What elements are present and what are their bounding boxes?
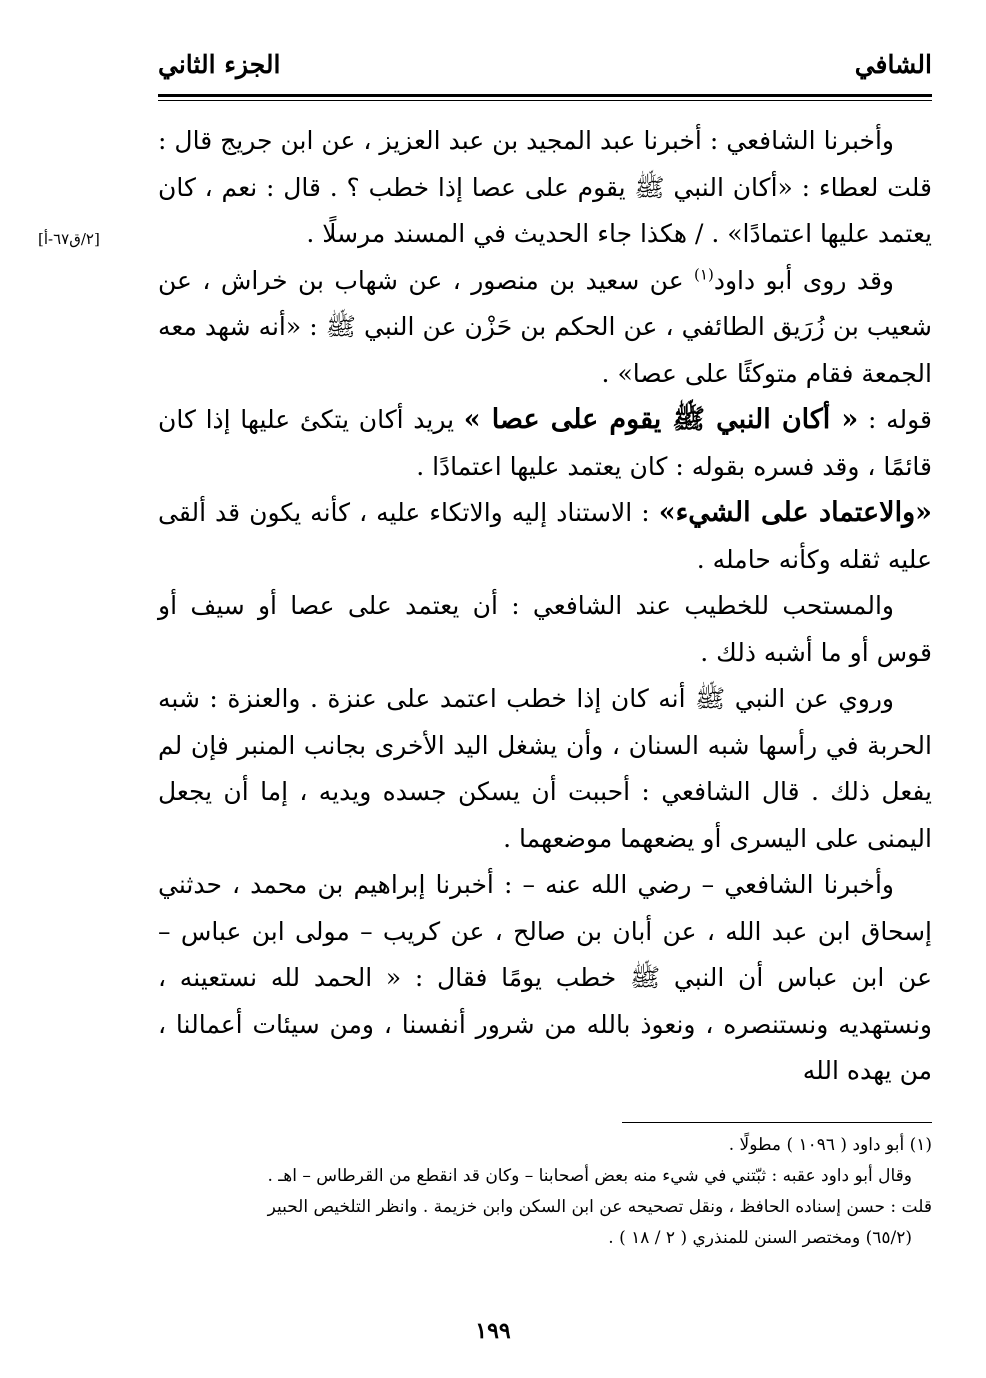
paragraph-6-text: وروي عن النبي ﷺ أنه كان إذا خطب اعتمد على عنزة . والعنزة : شبه الحربة في رأسها شبه السنان ، وأن يشغل اليد الأخرى بجانب المنبر فإن لم يفعل ذلك . قال الشافعي : أحببت أن يسكن جسده ويديه ، إما أن يجعل اليمنى على اليسرى أو يضعهما موضعهما . xyxy=(158,684,932,853)
paragraph-6 xyxy=(158,676,932,862)
footnote-1-line-4: (٦٥/٢) ومختصر السنن للمنذري ( ٢ / ١٨ ) . xyxy=(608,1228,912,1248)
footnote-1-line-2: وقال أبو داود عقبه : ثبّتني في شيء منه بعض أصحابنا – وكان قد انقطع من القرطاس – اهـ . xyxy=(267,1166,912,1186)
page-number: ١٩٩ xyxy=(475,1318,511,1344)
paragraph-2-text-b: عن سعيد بن منصور ، عن شهاب بن خراش ، عن شعيب بن زُرَيق الطائفي ، عن الحكم بن حَزْن عن النبي ﷺ : «أنه شهد معه الجمعة فقام متوكئًا على عصا» . xyxy=(158,265,932,388)
footnote-separator xyxy=(622,1122,932,1123)
main-text xyxy=(158,118,932,1095)
paragraph-7 xyxy=(158,862,932,1095)
paragraph-3-quoted-phrase: « أكان النبي ﷺ يقوم على عصا » xyxy=(463,404,859,435)
paragraph-3-text-b: يريد أكان يتكئ عليها إذا كان قائمًا ، وقد فسره بقوله : كان يعتمد عليها اعتمادًا . xyxy=(158,405,932,481)
footnotes xyxy=(158,1130,932,1254)
footnote-reference[interactable]: (١) xyxy=(694,265,714,284)
paragraph-7-text: وأخبرنا الشافعي – رضي الله عنه – : أخبرنا إبراهيم بن محمد ، حدثني إسحاق ابن عبد الله ، عن أبان بن صالح ، عن كريب – مولى ابن عباس – عن ابن عباس أن النبي ﷺ خطب يومًا فقال : « الحمد لله نستعينه ، ونستهديه ونستنصره ، ونعوذ بالله من شرور أنفسنا ، ومن سيئات أعمالنا ، من يهده الله xyxy=(158,870,932,1085)
paragraph-3-text-a: قوله : xyxy=(858,405,933,434)
paragraph-2 xyxy=(158,258,932,398)
paragraph-5 xyxy=(158,583,932,676)
paragraph-2-text-a: وقد روى أبو داود xyxy=(713,265,894,295)
paragraph-1 xyxy=(158,118,932,258)
book-title: الشافي xyxy=(854,50,932,79)
paragraph-4 xyxy=(158,490,932,583)
paragraph-4-quoted-phrase: «والاعتماد على الشيء» xyxy=(658,497,932,528)
volume-label: الجزء الثاني xyxy=(158,50,281,79)
header-rule-thin xyxy=(158,100,932,101)
footnote-1: (١) أبو داود ( ١٠٩٦ ) مطولًا . xyxy=(728,1135,932,1155)
paragraph-1-text: وأخبرنا الشافعي : أخبرنا عبد المجيد بن عبد العزيز ، عن ابن جريج قال : قلت لعطاء : «أكان النبي ﷺ يقوم على عصا إذا خطب ؟ . قال : نعم ، كان يعتمد عليها اعتمادًا» . / هكذا جاء الحديث في المسند مرسلًا . xyxy=(158,126,932,248)
footnote-1-line-3: قلت : حسن إسناده الحافظ ، ونقل تصحيحه عن ابن السكن وابن خزيمة . وانظر التلخيص الحبير xyxy=(267,1197,932,1217)
paragraph-4-text: : الاستناد إليه والاتكاء عليه ، كأنه يكون قد ألقى عليه ثقله وكأنه حامله . xyxy=(158,498,932,574)
page-header xyxy=(158,50,932,94)
manuscript-folio-note: [٢/ق٦٧-أ] xyxy=(38,230,100,248)
paragraph-5-text: والمستحب للخطيب عند الشافعي : أن يعتمد على عصا أو سيف أو قوس أو ما أشبه ذلك . xyxy=(158,591,932,667)
header-rule-thick xyxy=(158,94,932,97)
paragraph-3 xyxy=(158,397,932,490)
